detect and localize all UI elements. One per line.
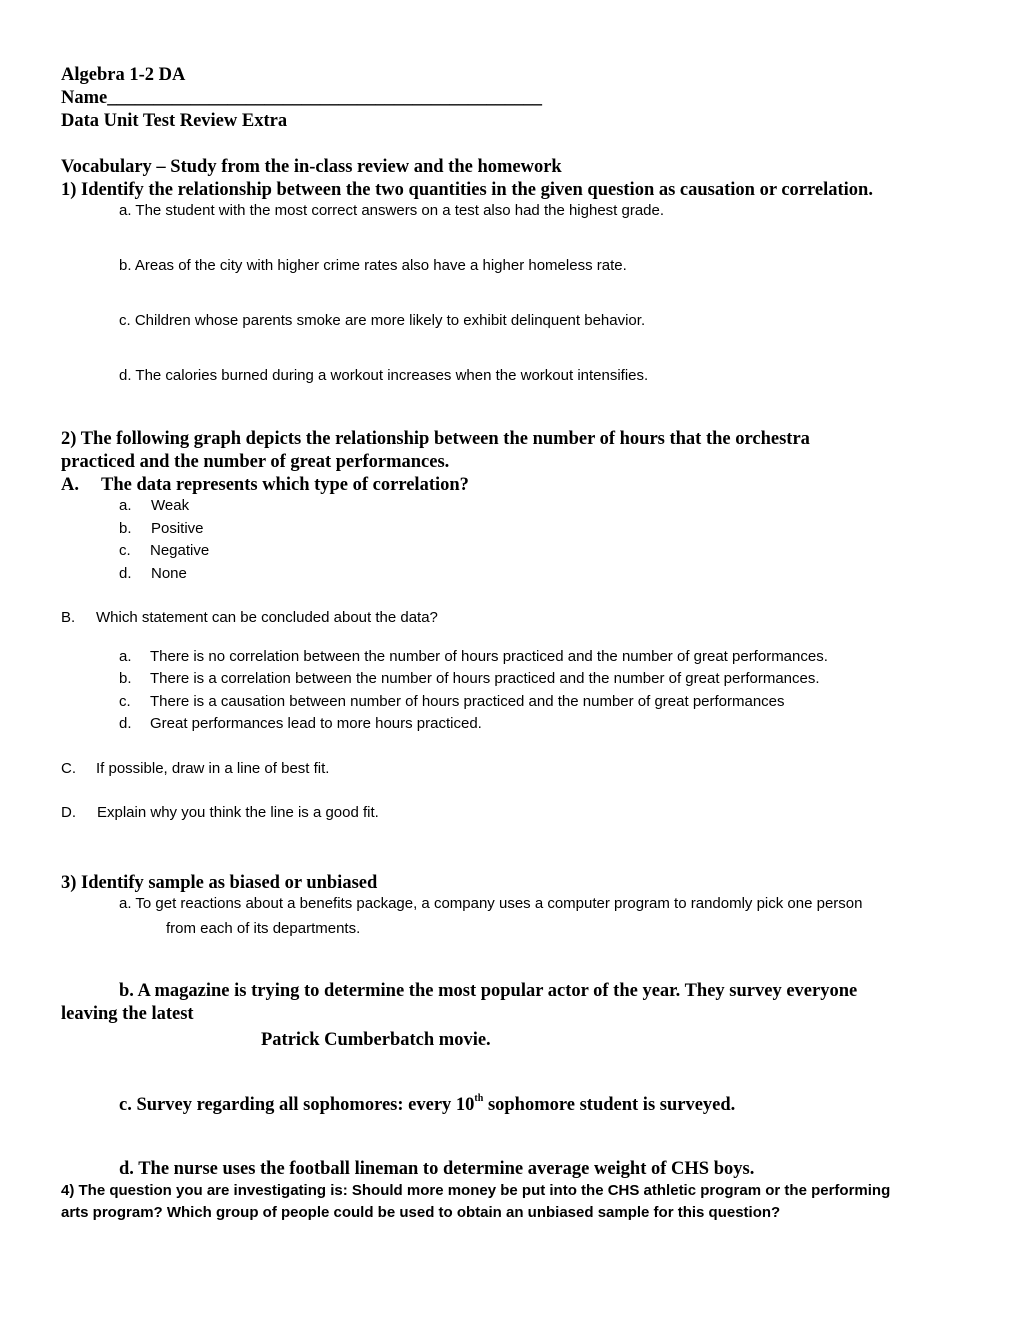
q3-item-c: c. Survey regarding all sophomores: every 10th sophomore student is surveyed. xyxy=(119,1093,736,1115)
q4-line1: 4) The question you are investigating is: Should more money be put into the CHS athletic program or the performing xyxy=(61,1182,891,1199)
q3-item-d: d. The nurse uses the football lineman to determine average weight of CHS boys. xyxy=(119,1159,755,1179)
name-blank: _______________________________________________ xyxy=(107,88,542,108)
q2-partD-label: D. xyxy=(61,804,76,821)
q2-partB-option-c: c. There is a causation between number of hours practiced and the number of great performances xyxy=(119,693,785,710)
q2-partC-label: C. xyxy=(61,760,76,777)
q3-item-b-line3: Patrick Cumberbatch movie. xyxy=(261,1030,491,1050)
q2-prompt-line1: 2) The following graph depicts the relationship between the number of hours that the orchestra xyxy=(61,429,810,449)
q2-partA-option-a: a. Weak xyxy=(119,497,190,514)
q2-partD xyxy=(61,805,379,820)
vocab-heading: Vocabulary – Study from the in-class review and the homework xyxy=(61,157,562,177)
q2-partA-option-d: d. None xyxy=(119,565,187,582)
q2-partA-label: A. xyxy=(61,475,79,495)
course-title: Algebra 1-2 DA xyxy=(61,65,186,85)
q1-prompt: 1) Identify the relationship between the two quantities in the given question as causation or correlation. xyxy=(61,180,873,200)
q2-partB-option-d: d. Great performances lead to more hours practiced. xyxy=(119,715,482,732)
q2-prompt-line2: practiced and the number of great performances. xyxy=(61,452,450,472)
q1-item-b: b. Areas of the city with higher crime rates also have a higher homeless rate. xyxy=(119,257,627,274)
q3-prompt: 3) Identify sample as biased or unbiased xyxy=(61,873,378,893)
name-label: Name xyxy=(61,88,108,108)
q3-item-a-line1: a. To get reactions about a benefits package, a company uses a computer program to randomly pick one person xyxy=(119,895,863,912)
q2-partA-text: The data represents which type of correlation? xyxy=(101,475,469,495)
q2-partC xyxy=(61,761,329,776)
q3-item-a-line2: from each of its departments. xyxy=(166,920,361,937)
q2-partB-option-b: b. There is a correlation between the number of hours practiced and the number of great performances. xyxy=(119,670,820,687)
q1-item-d: d. The calories burned during a workout increases when the workout intensifies. xyxy=(119,367,649,384)
q2-partB xyxy=(61,610,438,625)
q4-line2: arts program? Which group of people could be used to obtain an unbiased sample for this question? xyxy=(61,1204,781,1221)
q2-partB-label: B. xyxy=(61,609,76,626)
page-title: Data Unit Test Review Extra xyxy=(61,111,288,131)
name-line xyxy=(61,89,542,108)
q2-partA xyxy=(61,476,469,495)
q3-item-b-line2: leaving the latest xyxy=(61,1004,194,1024)
q1-item-a: a. The student with the most correct answers on a test also had the highest grade. xyxy=(119,202,665,219)
q2-partB-option-a: a. There is no correlation between the number of hours practiced and the number of great performances. xyxy=(119,648,828,665)
q2-partD-text: Explain why you think the line is a good fit. xyxy=(97,804,379,821)
q1-item-c: c. Children whose parents smoke are more likely to exhibit delinquent behavior. xyxy=(119,312,646,329)
q2-partB-text: Which statement can be concluded about the data? xyxy=(96,609,438,626)
q2-partC-text: If possible, draw in a line of best fit. xyxy=(96,760,330,777)
q2-partA-option-b: b. Positive xyxy=(119,520,204,537)
q3-item-b-line1: b. A magazine is trying to determine the most popular actor of the year. They survey everyone xyxy=(119,981,858,1001)
q2-partA-option-c: c. Negative xyxy=(119,542,210,559)
